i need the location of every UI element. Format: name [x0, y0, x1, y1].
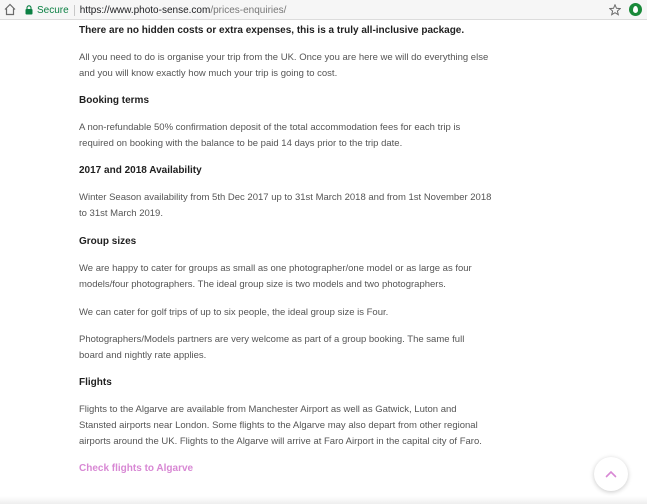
flights-text-line-1: Flights to the Algarve are available from Manchester Airport as well as Gatwick, Luton and — [79, 404, 457, 415]
intro-text-line-2: and you will know exactly how much your trip is going to cost. — [79, 68, 338, 79]
flights-heading: Flights — [79, 377, 112, 388]
flights-text-line-3: airports around the UK. Flights to the Algarve will arrive at Faro Airport in the capital city of Faro. — [79, 436, 482, 447]
secure-label: Secure — [37, 4, 69, 16]
home-icon[interactable] — [4, 3, 16, 16]
booking-text-line-1: A non-refundable 50% confirmation deposit of the total accommodation fees for each trip is — [79, 122, 461, 133]
group-text-1-line-2: models/four photographers. The ideal group size is two models and two photographers. — [79, 279, 446, 290]
extension-icon[interactable] — [629, 3, 642, 16]
booking-text-line-2: required on booking with the balance to be paid 14 days prior to the trip date. — [79, 138, 403, 149]
availability-text-line-1: Winter Season availability from 5th Dec 2017 up to 31st March 2018 and from 1st November 2018 — [79, 192, 492, 203]
group-text-3-line-1: Photographers/Models partners are very welcome as part of a group booking. The same full — [79, 334, 465, 345]
omnibox-separator — [74, 5, 75, 16]
chevron-up-icon — [605, 465, 617, 483]
group-text-2: We can cater for golf trips of up to six people, the ideal group size is Four. — [79, 307, 389, 318]
group-heading: Group sizes — [79, 236, 137, 247]
star-icon[interactable] — [609, 3, 621, 15]
availability-heading: 2017 and 2018 Availability — [79, 165, 202, 176]
group-text-3-line-2: board and nightly rate applies. — [79, 350, 207, 361]
url-host: https://www.photo-sense.com — [79, 4, 211, 16]
browser-address-bar — [0, 0, 647, 20]
scroll-to-top-button[interactable] — [594, 457, 628, 491]
omnibox[interactable] — [25, 2, 286, 18]
page-bottom-edge — [0, 496, 647, 504]
intro-heading: There are no hidden costs or extra expenses, this is a truly all-inclusive package. — [79, 25, 465, 36]
lock-icon — [25, 5, 33, 15]
flights-text-line-2: Stansted airports near London. Some flights to the Algarve may also depart from other regional — [79, 420, 478, 431]
group-text-1-line-1: We are happy to cater for groups as small as one photographer/one model or as large as four — [79, 263, 472, 274]
url-path: /prices-enquiries/ — [210, 4, 287, 16]
availability-text-line-2: to 31st March 2019. — [79, 208, 163, 219]
booking-heading: Booking terms — [79, 95, 150, 106]
check-flights-link[interactable]: Check flights to Algarve — [79, 463, 194, 474]
intro-text-line-1: All you need to do is organise your trip from the UK. Once you are here we will do everything else — [79, 52, 489, 63]
